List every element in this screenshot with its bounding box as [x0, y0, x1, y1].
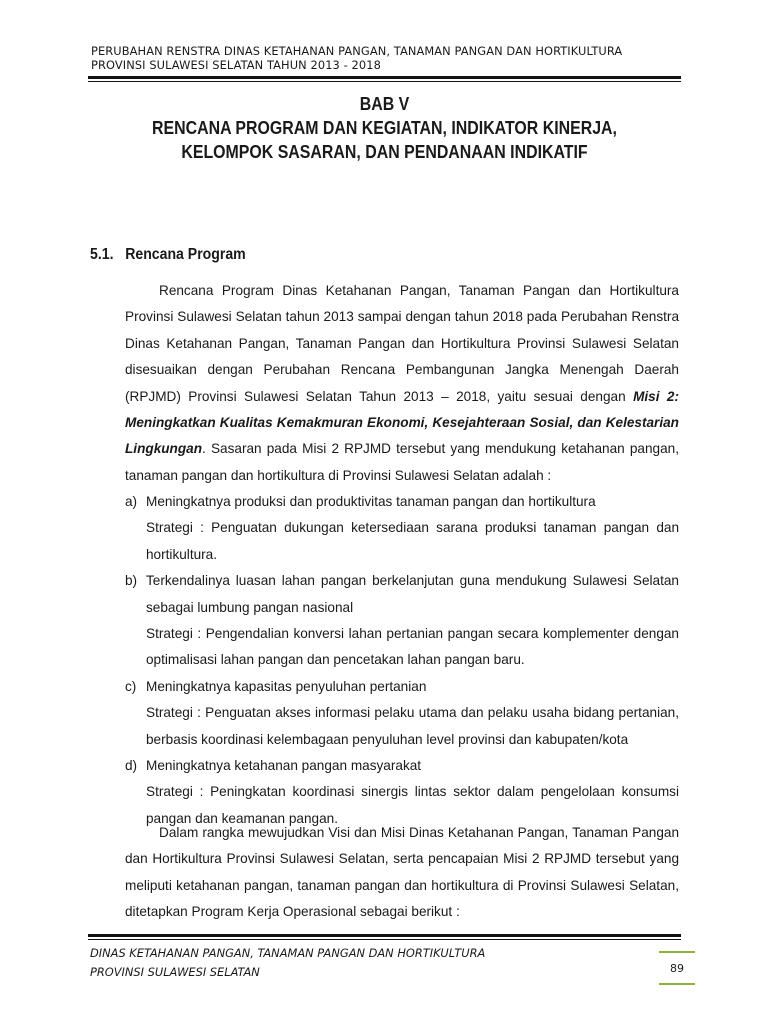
list-item	[125, 489, 679, 568]
running-header	[91, 44, 691, 72]
chapter-heading	[130, 92, 640, 164]
list-marker: a)	[125, 494, 138, 509]
chapter-title-line2: KELOMPOK SASARAN, DAN PENDANAAN INDIKATIF	[181, 141, 588, 162]
header-rule-thick	[88, 76, 681, 79]
list-item	[125, 568, 679, 674]
section-number: 5.1.	[90, 246, 114, 263]
footer	[90, 944, 485, 982]
target-list	[125, 489, 679, 832]
list-goal: Meningkatnya ketahanan pangan masyarakat	[146, 758, 422, 774]
section-heading	[90, 246, 246, 264]
footer-line2: PROVINSI SULAWESI SELATAN	[90, 965, 260, 979]
running-header-line2: PROVINSI SULAWESI SELATAN TAHUN 2013 - 2018	[91, 58, 381, 72]
header-rule-thin	[88, 81, 681, 82]
list-strategy: Strategi : Peningkatan koordinasi sinergis lintas sektor dalam pengelolaan konsumsi pangan dan keamanan pangan.	[146, 784, 679, 826]
intro-text-part2: . Sasaran pada Misi 2 RPJMD tersebut yang mendukung ketahanan pangan, tanaman pangan dan hortikultura di Provinsi Sulawesi Selatan adalah :	[125, 441, 679, 483]
chapter-title-line1: RENCANA PROGRAM DAN KEGIATAN, INDIKATOR KINERJA,	[152, 117, 617, 138]
intro-text-part1: Rencana Program Dinas Ketahanan Pangan, Tanaman Pangan dan Hortikultura Provinsi Sulawesi Selatan tahun 2013 sampai dengan tahun 2018 pada Perubahan Renstra Dinas Ketahanan Pangan, Tanaman Pangan dan Hortikultura Provinsi Sulawesi Selatan disesuaikan dengan Perubahan Rencana Pembangunan Jangka Menengah Daerah (RPJMD) Provinsi Sulawesi Selatan Tahun 2013 – 2018, yaitu sesuai dengan	[125, 283, 679, 404]
page-number-text: 89	[670, 961, 684, 975]
list-strategy: Strategi : Penguatan akses informasi pelaku utama dan pelaku usaha bidang pertanian, berbasis koordinasi kelembagaan penyuluhan level provinsi dan kabupaten/kota	[146, 705, 679, 747]
list-item	[125, 674, 679, 753]
footer-rule-thin	[88, 939, 681, 940]
list-marker: c)	[125, 678, 137, 694]
closing-text: Dalam rangka mewujudkan Visi dan Misi Dinas Ketahanan Pangan, Tanaman Pangan dan Hortikultura Provinsi Sulawesi Selatan, serta pencapaian Misi 2 RPJMD tersebut yang meliputi ketahanan pangan, tanaman pangan dan hortikultura di Provinsi Sulawesi Selatan, ditetapkan Program Kerja Operasional sebagai berikut :	[125, 825, 679, 920]
list-goal: Meningkatnya kapasitas penyuluhan pertanian	[146, 678, 427, 694]
footer-line1: DINAS KETAHANAN PANGAN, TANAMAN PANGAN DAN HORTIKULTURA	[90, 946, 486, 960]
list-goal: Terkendalinya luasan lahan pangan berkelanjutan guna mendukung Sulawesi Selatan sebagai lumbung pangan nasional	[146, 573, 679, 615]
list-goal: Meningkatnya produksi dan produktivitas tanaman pangan dan hortikultura	[146, 494, 596, 509]
footer-rule-thick	[88, 934, 681, 937]
page-number	[659, 951, 695, 985]
section-title: Rencana Program	[125, 246, 246, 263]
list-strategy: Strategi : Penguatan dukungan ketersediaan sarana produksi tanaman pangan dan hortikultura.	[146, 520, 679, 562]
closing-paragraph	[125, 820, 679, 926]
chapter-number: BAB V	[359, 93, 410, 114]
list-marker: d)	[125, 758, 138, 774]
intro-paragraph	[125, 278, 679, 489]
list-strategy: Strategi : Pengendalian konversi lahan pertanian pangan secara komplementer dengan optimalisasi lahan pangan dan pencetakan lahan pangan baru.	[146, 626, 679, 668]
list-marker: b)	[125, 573, 138, 589]
mission-emphasis: Misi 2: Meningkatkan Kualitas Kemakmuran Ekonomi, Kesejahteraan Sosial, dan Kelestarian Lingkungan	[125, 388, 679, 457]
running-header-line1: PERUBAHAN RENSTRA DINAS KETAHANAN PANGAN, TANAMAN PANGAN DAN HORTIKULTURA	[91, 44, 623, 58]
